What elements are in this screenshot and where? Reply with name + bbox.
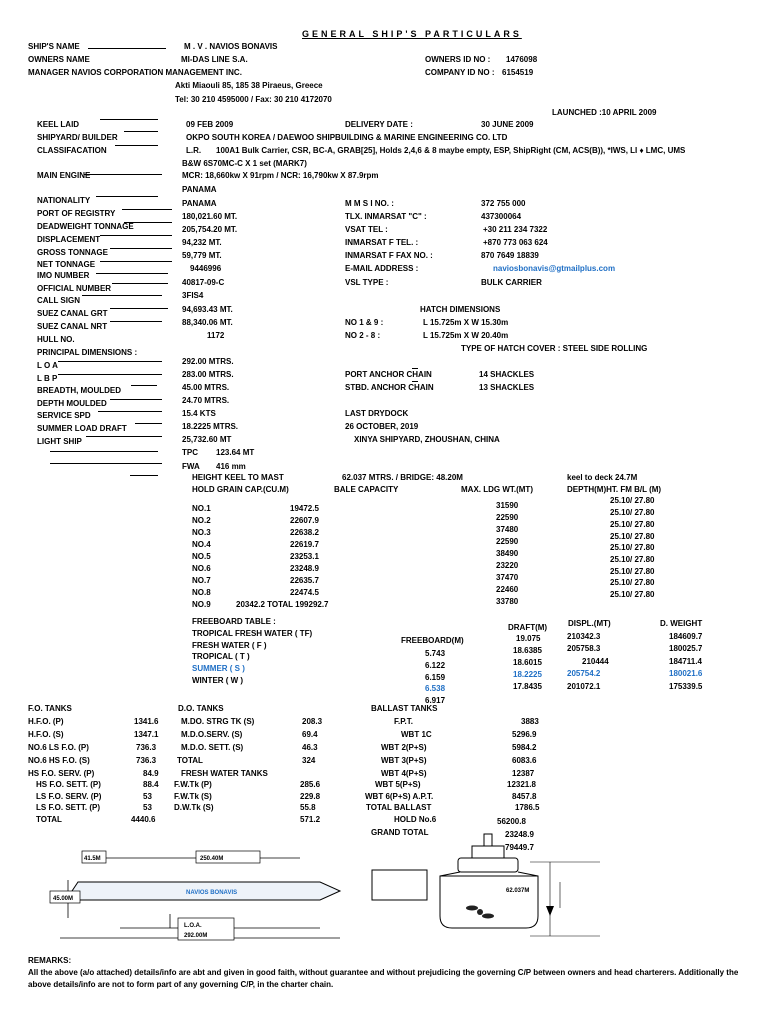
dash-line [110, 399, 162, 400]
remarks [28, 955, 748, 991]
fo-tank-name: NO.6 LS F.O. (P) [28, 743, 89, 752]
do-tank-value: 69.4 [302, 730, 318, 739]
hold-depth: 25.10/ 27.80 [610, 543, 655, 552]
hold-grain: 23248.9 [290, 564, 319, 573]
height-dim-text: 62.037M [506, 888, 530, 894]
freeboard-label: TROPICAL FRESH WATER ( TF) [192, 629, 313, 638]
dim-bow-text: 41.5M [84, 856, 101, 862]
hold-no: NO.8 [192, 588, 211, 597]
bale-capacity-label: BALE CAPACITY [334, 485, 399, 494]
hold-grain: 19472.5 [290, 504, 319, 513]
hold-ldg: 22590 [496, 513, 519, 522]
main-engine-label: MAIN ENGINE [37, 171, 91, 180]
hold-ldg: 37470 [496, 573, 519, 582]
hull-elevation [440, 876, 538, 928]
ballast-tank-name: WBT 6(P+S) A.P.T. [365, 792, 434, 801]
dash-line [84, 174, 162, 175]
port-anchor: 14 SHACKLES [479, 370, 535, 379]
dash-line [412, 368, 418, 369]
height-label: HEIGHT KEEL TO MAST [192, 473, 284, 482]
fo-tank-value: 736.3 [136, 743, 157, 752]
mmsi-label: M M S I NO. : [345, 199, 394, 208]
hold-depth: 25.10/ 27.80 [610, 578, 655, 587]
port-anchor-label: PORT ANCHOR CHAIN [345, 370, 432, 379]
remarks-text: All the above (a/o attached) details/info are abt and given in good faith, without guarantee and without prejudicing the governing C/P between owners and head charterers. Additionally the above details/info are not to form part of any governing C/P, in the charter chain. [28, 968, 739, 989]
do-tank-value: 208.3 [302, 717, 323, 726]
main-engine: MCR: 18,660kw X 91rpm / NCR: 16,790kw X 87.9rpm [182, 171, 379, 180]
ballast-tank-value: 5296.9 [512, 730, 537, 739]
dash-line [131, 385, 157, 386]
bridge [472, 846, 504, 858]
ballast-tank-value: 6083.6 [512, 756, 537, 765]
email-link[interactable]: naviosbonavis@gtmailplus.com [493, 264, 616, 273]
dweight-value: 184711.4 [669, 657, 702, 666]
loa-text: L.O.A. [184, 923, 202, 929]
hold-no: NO.2 [192, 516, 211, 525]
ballast-tank-name: TOTAL BALLAST [366, 803, 432, 812]
draft-value: 19.075 [516, 634, 541, 643]
fo-tank-name: NO.6 HS F.O. (S) [28, 756, 90, 765]
email-label: E-MAIL ADDRESS : [345, 264, 419, 273]
displ-value: 210444 [582, 657, 609, 666]
fo-tank-value: 1341.6 [134, 717, 159, 726]
superstructure-box [372, 870, 427, 900]
ship-plan-drawing [20, 848, 350, 943]
dash-line [96, 196, 158, 197]
breadth: 45.00 MTRS. [182, 383, 230, 392]
fw-tank-name: F.W.Tk (P) [174, 780, 212, 789]
tpc-label: TPC [182, 448, 198, 457]
draft: 18.2225 MTRS. [182, 422, 239, 431]
net-label: NET TONNAGE [37, 260, 96, 269]
loa: 292.00 MTRS. [182, 357, 234, 366]
ballast-tank-name: WBT 4(P+S) [381, 769, 427, 778]
address: Akti Miaouli 85, 185 38 Piraeus, Greece [175, 81, 323, 90]
suez-grt-label: SUEZ CANAL GRT [37, 309, 108, 318]
ballast-tank-name: WBT 2(P+S) [381, 743, 427, 752]
freeboard-table-label: FREEBOARD TABLE : [192, 617, 276, 626]
freeboard-col: FREEBOARD(M) [401, 636, 464, 645]
hold-no: NO.9 [192, 600, 211, 609]
dash-line [100, 261, 172, 262]
lbp-label: L B P [37, 374, 58, 383]
dash-line [412, 381, 418, 382]
company-id-label: COMPANY ID NO : [425, 68, 495, 77]
hold-depth: 25.10/ 27.80 [610, 496, 655, 505]
official: 40817-09-C [182, 278, 225, 287]
dash-line [86, 436, 162, 437]
ships-name-label: SHIP'S NAME [28, 42, 80, 51]
keel-laid: 09 FEB 2009 [186, 120, 234, 129]
fw-tank-value: 55.8 [300, 803, 316, 812]
displ-value: 205758.3 [567, 644, 601, 653]
do-tank-name: TOTAL [177, 756, 203, 765]
dash-line [135, 423, 162, 424]
hold-grain: 22638.2 [290, 528, 319, 537]
launched-date: LAUNCHED :10 APRIL 2009 [552, 108, 657, 117]
hold-depth: 25.10/ 27.80 [610, 520, 655, 529]
dash-line [88, 48, 166, 49]
displ-col: DISPL.(MT) [568, 619, 611, 628]
fo-tank-value: 1347.1 [134, 730, 159, 739]
dash-line [124, 131, 158, 132]
stbd-anchor: 13 SHACKLES [479, 383, 535, 392]
class-label: CLASSIFACATION [37, 146, 107, 155]
engine-model: B&W 6S70MC-C X 1 set (MARK7) [182, 159, 307, 168]
fwa-label: FWA [182, 462, 200, 471]
shipyard: OKPO SOUTH KOREA / DAEWOO SHIPBUILDING & MARINE ENGINEERING CO. LTD [186, 133, 508, 142]
do-tank-name: M.D.O.SERV. (S) [181, 730, 243, 739]
fw-tank-value: 571.2 [300, 815, 321, 824]
ballast-tanks-label: BALLAST TANKS [371, 704, 438, 713]
dash-line [100, 119, 158, 120]
fwa: 416 mm [216, 462, 246, 471]
flag: PANAMA [182, 185, 217, 194]
suez-nrt-label: SUEZ CANAL NRT [37, 322, 108, 331]
dash-line [58, 374, 162, 375]
hold-ldg: 38490 [496, 549, 519, 558]
imo-number: 9446996 [190, 264, 222, 273]
keel-to-deck: keel to deck 24.7M [567, 473, 638, 482]
hold-grain: 22607.9 [290, 516, 319, 525]
dash-line [130, 475, 158, 476]
drydock-label: LAST DRYDOCK [345, 409, 409, 418]
suez-grt: 94,693.43 MT. [182, 305, 233, 314]
depth: 24.70 MTRS. [182, 396, 230, 405]
tel-fax: Tel: 30 210 4595000 / Fax: 30 210 4172070 [175, 95, 332, 104]
hull: 1172 [207, 331, 225, 340]
shipyard-label: SHIPYARD/ BUILDER [37, 133, 118, 142]
speed-label: SERVICE SPD [37, 411, 91, 420]
hold-depth: 25.10/ 27.80 [610, 567, 655, 576]
vsl-type: BULK CARRIER [481, 278, 542, 287]
hold-grain-label: HOLD GRAIN CAP.(CU.M) [192, 485, 289, 494]
speed: 15.4 KTS [182, 409, 216, 418]
hold-no: NO.4 [192, 540, 211, 549]
displacement-label: DISPLACEMENT [37, 235, 101, 244]
hold-grain: 22474.5 [290, 588, 319, 597]
hold-no: NO.3 [192, 528, 211, 537]
fw-tanks-label: FRESH WATER TANKS [181, 769, 268, 778]
fo-tank-value: 736.3 [136, 756, 157, 765]
delivery-label: DELIVERY DATE : [345, 120, 413, 129]
dash-line [115, 145, 158, 146]
depth-ht-label: DEPTH(M)HT. FM B/L (M) [567, 485, 662, 494]
hatch2-label: NO 2 - 8 : [345, 331, 381, 340]
arrow-down-icon [546, 906, 554, 916]
displacement: 94,232 MT. [182, 238, 222, 247]
imo-label: IMO NUMBER [37, 271, 90, 280]
ballast-tank-value: 5984.2 [512, 743, 537, 752]
dash-line [50, 451, 158, 452]
draft-value: 18.6385 [513, 646, 542, 655]
funnel [458, 858, 518, 872]
fo-tank-name: H.F.O. (S) [28, 730, 64, 739]
dweight-value: 184609.7 [669, 632, 703, 641]
vsl-type-label: VSL TYPE : [345, 278, 389, 287]
hold-ldg: 33780 [496, 597, 519, 606]
hold-grain: 20342.2 TOTAL 199292.7 [236, 600, 329, 609]
gross-label: GROSS TONNAGE [37, 248, 108, 257]
hold-grain: 22619.7 [290, 540, 319, 549]
class-notation: 100A1 Bulk Carrier, CSR, BC-A, GRAB[25], Holds 2,4,6 & 8 maybe empty, ESP, ShipRight (CM, ACS(B)), *IWS, LI ♦ LMC, UMS [216, 146, 686, 155]
hull-label: HULL NO. [37, 335, 75, 344]
do-tank-value: 324 [302, 756, 316, 765]
depth-label: DEPTH MOULDED [37, 399, 107, 408]
delivery-date: 30 JUNE 2009 [481, 120, 534, 129]
ballast-tank-value: 23248.9 [505, 830, 534, 839]
keel-laid-label: KEEL LAID [37, 120, 80, 129]
do-tank-name: M.DO. STRG TK (S) [181, 717, 255, 726]
fo-tank-value: 53 [143, 792, 152, 801]
owners-name: MI-DAS LINE S.A. [181, 55, 248, 64]
displ-value: 201072.1 [567, 682, 601, 691]
dash-line [110, 248, 172, 249]
ballast-tank-value: 79449.7 [505, 843, 534, 852]
nationality-label: NATIONALITY [37, 196, 91, 205]
dash-line [124, 222, 172, 223]
remarks-label: REMARKS: [28, 956, 72, 965]
fo-tank-name: HS F.O. SERV. (P) [28, 769, 95, 778]
hold-ldg: 22590 [496, 537, 519, 546]
ballast-tank-name: F.P.T. [394, 717, 413, 726]
gross: 59,779 MT. [182, 251, 222, 260]
inmarsat-tel: +870 773 063 624 [483, 238, 548, 247]
ships-name: M . V . NAVIOS BONAVIS [184, 42, 278, 51]
official-label: OFFICIAL NUMBER [37, 284, 112, 293]
draft-value: 17.8435 [513, 682, 542, 691]
dash-line [50, 463, 162, 464]
ballast-tank-value: 56200.8 [497, 817, 526, 826]
freeboard-label: TROPICAL ( T ) [192, 652, 250, 661]
freeboard-value: 6.159 [425, 673, 446, 682]
ballast-tank-name: HOLD No.6 [394, 815, 437, 824]
ballast-tank-value: 8457.8 [512, 792, 537, 801]
hatch-dimensions-label: HATCH DIMENSIONS [420, 305, 501, 314]
suez-nrt: 88,340.06 MT. [182, 318, 233, 327]
fo-tank-value: 4440.6 [131, 815, 156, 824]
dim-breadth-text: 45.00M [53, 896, 74, 902]
owners-name-label: OWNERS NAME [28, 55, 90, 64]
fw-tank-name: F.W.Tk (S) [174, 792, 212, 801]
draft-label: SUMMER LOAD DRAFT [37, 424, 127, 433]
hatch1: L 15.725m X W 15.30m [423, 318, 509, 327]
fo-tanks-label: F.O. TANKS [28, 704, 72, 713]
dweight-value: 175339.5 [669, 682, 703, 691]
height-value: 62.037 MTRS. / BRIDGE: 48.20M [342, 473, 463, 482]
hold-ldg: 23220 [496, 561, 519, 570]
inmarsat-fax: 870 7649 18839 [481, 251, 539, 260]
drydock-yard: XINYA SHIPYARD, ZHOUSHAN, CHINA [354, 435, 500, 444]
do-tanks-label: D.O. TANKS [178, 704, 224, 713]
hold-grain: 22635.7 [290, 576, 319, 585]
fo-tank-name: LS F.O. SERV. (P) [36, 792, 102, 801]
displ-value: 205754.2 [567, 669, 601, 678]
dwt: 205,754.20 MT. [182, 225, 238, 234]
vsat-label: VSAT TEL : [345, 225, 388, 234]
fo-tank-value: 88.4 [143, 780, 159, 789]
page-title: GENERAL SHIP'S PARTICULARS [302, 29, 522, 39]
hold-no: NO.6 [192, 564, 211, 573]
freeboard-label: SUMMER ( S ) [192, 664, 245, 673]
company-id: 6154519 [502, 68, 534, 77]
mmsi: 372 755 000 [481, 199, 526, 208]
dim-length-text: 250.40M [200, 856, 224, 862]
fw-tank-value: 229.8 [300, 792, 321, 801]
inmarsat-fax-label: INMARSAT F FAX NO. : [345, 251, 433, 260]
hold-ldg: 37480 [496, 525, 519, 534]
hold-ldg: 31590 [496, 501, 519, 510]
fo-tank-value: 84.9 [143, 769, 159, 778]
ballast-tank-value: 12321.8 [507, 780, 536, 789]
class-lr: L.R. [186, 146, 202, 155]
freeboard-label: WINTER ( W ) [192, 676, 244, 685]
fo-tank-name: TOTAL [36, 815, 62, 824]
ship-elevation-drawing [360, 828, 750, 943]
hold-depth: 25.10/ 27.80 [610, 508, 655, 517]
owners-id-label: OWNERS ID NO : [425, 55, 491, 64]
dash-line [110, 308, 168, 309]
do-tank-name: M.D.O. SETT. (S) [181, 743, 244, 752]
nationality: PANAMA [182, 199, 217, 208]
hold-depth: 25.10/ 27.80 [610, 532, 655, 541]
dash-line [100, 235, 172, 236]
dash-line [112, 283, 168, 284]
ballast-tank-name: WBT 1C [401, 730, 432, 739]
draft-value: 18.2225 [513, 670, 542, 679]
fo-tank-name: H.F.O. (P) [28, 717, 64, 726]
draft-value: 18.6015 [513, 658, 542, 667]
hatch2: L 15.725m X W 20.40m [423, 331, 509, 340]
hold-depth: 25.10/ 27.80 [610, 590, 655, 599]
freeboard-value: 6.122 [425, 661, 446, 670]
hold-grain: 23253.1 [290, 552, 319, 561]
dash-line [82, 295, 162, 296]
port-value: 180,021.60 MT. [182, 212, 238, 221]
hold-depth: 25.10/ 27.80 [610, 555, 655, 564]
inmarsat-tel-label: INMARSAT F TEL. : [345, 238, 419, 247]
call-sign-label: CALL SIGN [37, 296, 80, 305]
loa-value-text: 292.00M [184, 933, 208, 939]
ballast-tank-name: WBT 3(P+S) [381, 756, 427, 765]
light-ship: 25,732.60 MT [182, 435, 232, 444]
drydock-date: 26 OCTOBER, 2019 [345, 422, 419, 431]
hold-no: NO.5 [192, 552, 211, 561]
tlx-label: TLX. INMARSAT "C" : [345, 212, 427, 221]
dash-line [98, 411, 162, 412]
dweight-value: 180021.6 [669, 669, 703, 678]
principal-label: PRINCIPAL DIMENSIONS : [37, 348, 138, 357]
manager-label: MANAGER NAVIOS CORPORATION MANAGEMENT INC. [28, 68, 242, 77]
ballast-tank-name: GRAND TOTAL [371, 828, 429, 837]
tlx: 437300064 [481, 212, 522, 221]
hold-no: NO.7 [192, 576, 211, 585]
freeboard-value: 5.743 [425, 649, 446, 658]
fo-tank-value: 53 [143, 803, 152, 812]
lbp: 283.00 MTRS. [182, 370, 234, 379]
hatch-cover: TYPE OF HATCH COVER : STEEL SIDE ROLLING [461, 344, 648, 353]
call-sign: 3FIS4 [182, 291, 204, 300]
light-ship-label: LIGHT SHIP [37, 437, 82, 446]
hold-ldg: 22460 [496, 585, 519, 594]
dash-line [96, 273, 168, 274]
do-tank-value: 46.3 [302, 743, 318, 752]
breadth-label: BREADTH, MOULDED [37, 386, 121, 395]
freeboard-value: 6.538 [425, 684, 446, 693]
dweight-value: 180025.7 [669, 644, 703, 653]
port-label: PORT OF REGISTRY [37, 209, 116, 218]
fw-tank-name: D.W.Tk (S) [174, 803, 214, 812]
freeboard-label: FRESH WATER ( F ) [192, 641, 267, 650]
dash-line [110, 321, 162, 322]
stbd-anchor-label: STBD. ANCHOR CHAIN [345, 383, 434, 392]
hold-no: NO.1 [192, 504, 211, 513]
ship-name-on-hull: NAVIOS BONAVIS [186, 890, 238, 896]
loa-label: L O A [37, 361, 58, 370]
owners-id: 1476098 [506, 55, 538, 64]
displ-value: 210342.3 [567, 632, 601, 641]
dweight-col: D. WEIGHT [660, 619, 703, 628]
tpc: 123.64 MT [216, 448, 255, 457]
ballast-tank-value: 1786.5 [515, 803, 540, 812]
mast [484, 834, 492, 846]
vsat: +30 211 234 7322 [483, 225, 548, 234]
fo-tank-name: LS F.O. SETT. (P) [36, 803, 101, 812]
draft-col: DRAFT(M) [508, 623, 548, 632]
freeboard-value: 6.917 [425, 696, 446, 705]
max-ldg-label: MAX. LDG WT.(MT) [461, 485, 533, 494]
hatch1-label: NO 1 & 9 : [345, 318, 384, 327]
ballast-tank-value: 12387 [512, 769, 535, 778]
ballast-tank-name: WBT 5(P+S) [375, 780, 421, 789]
dash-line [58, 361, 162, 362]
ballast-tank-value: 3883 [521, 717, 539, 726]
dwt-label: DEADWEIGHT TONNAGE [37, 222, 134, 231]
fw-tank-value: 285.6 [300, 780, 321, 789]
dash-line [122, 209, 172, 210]
fo-tank-name: HS F.O. SETT. (P) [36, 780, 101, 789]
